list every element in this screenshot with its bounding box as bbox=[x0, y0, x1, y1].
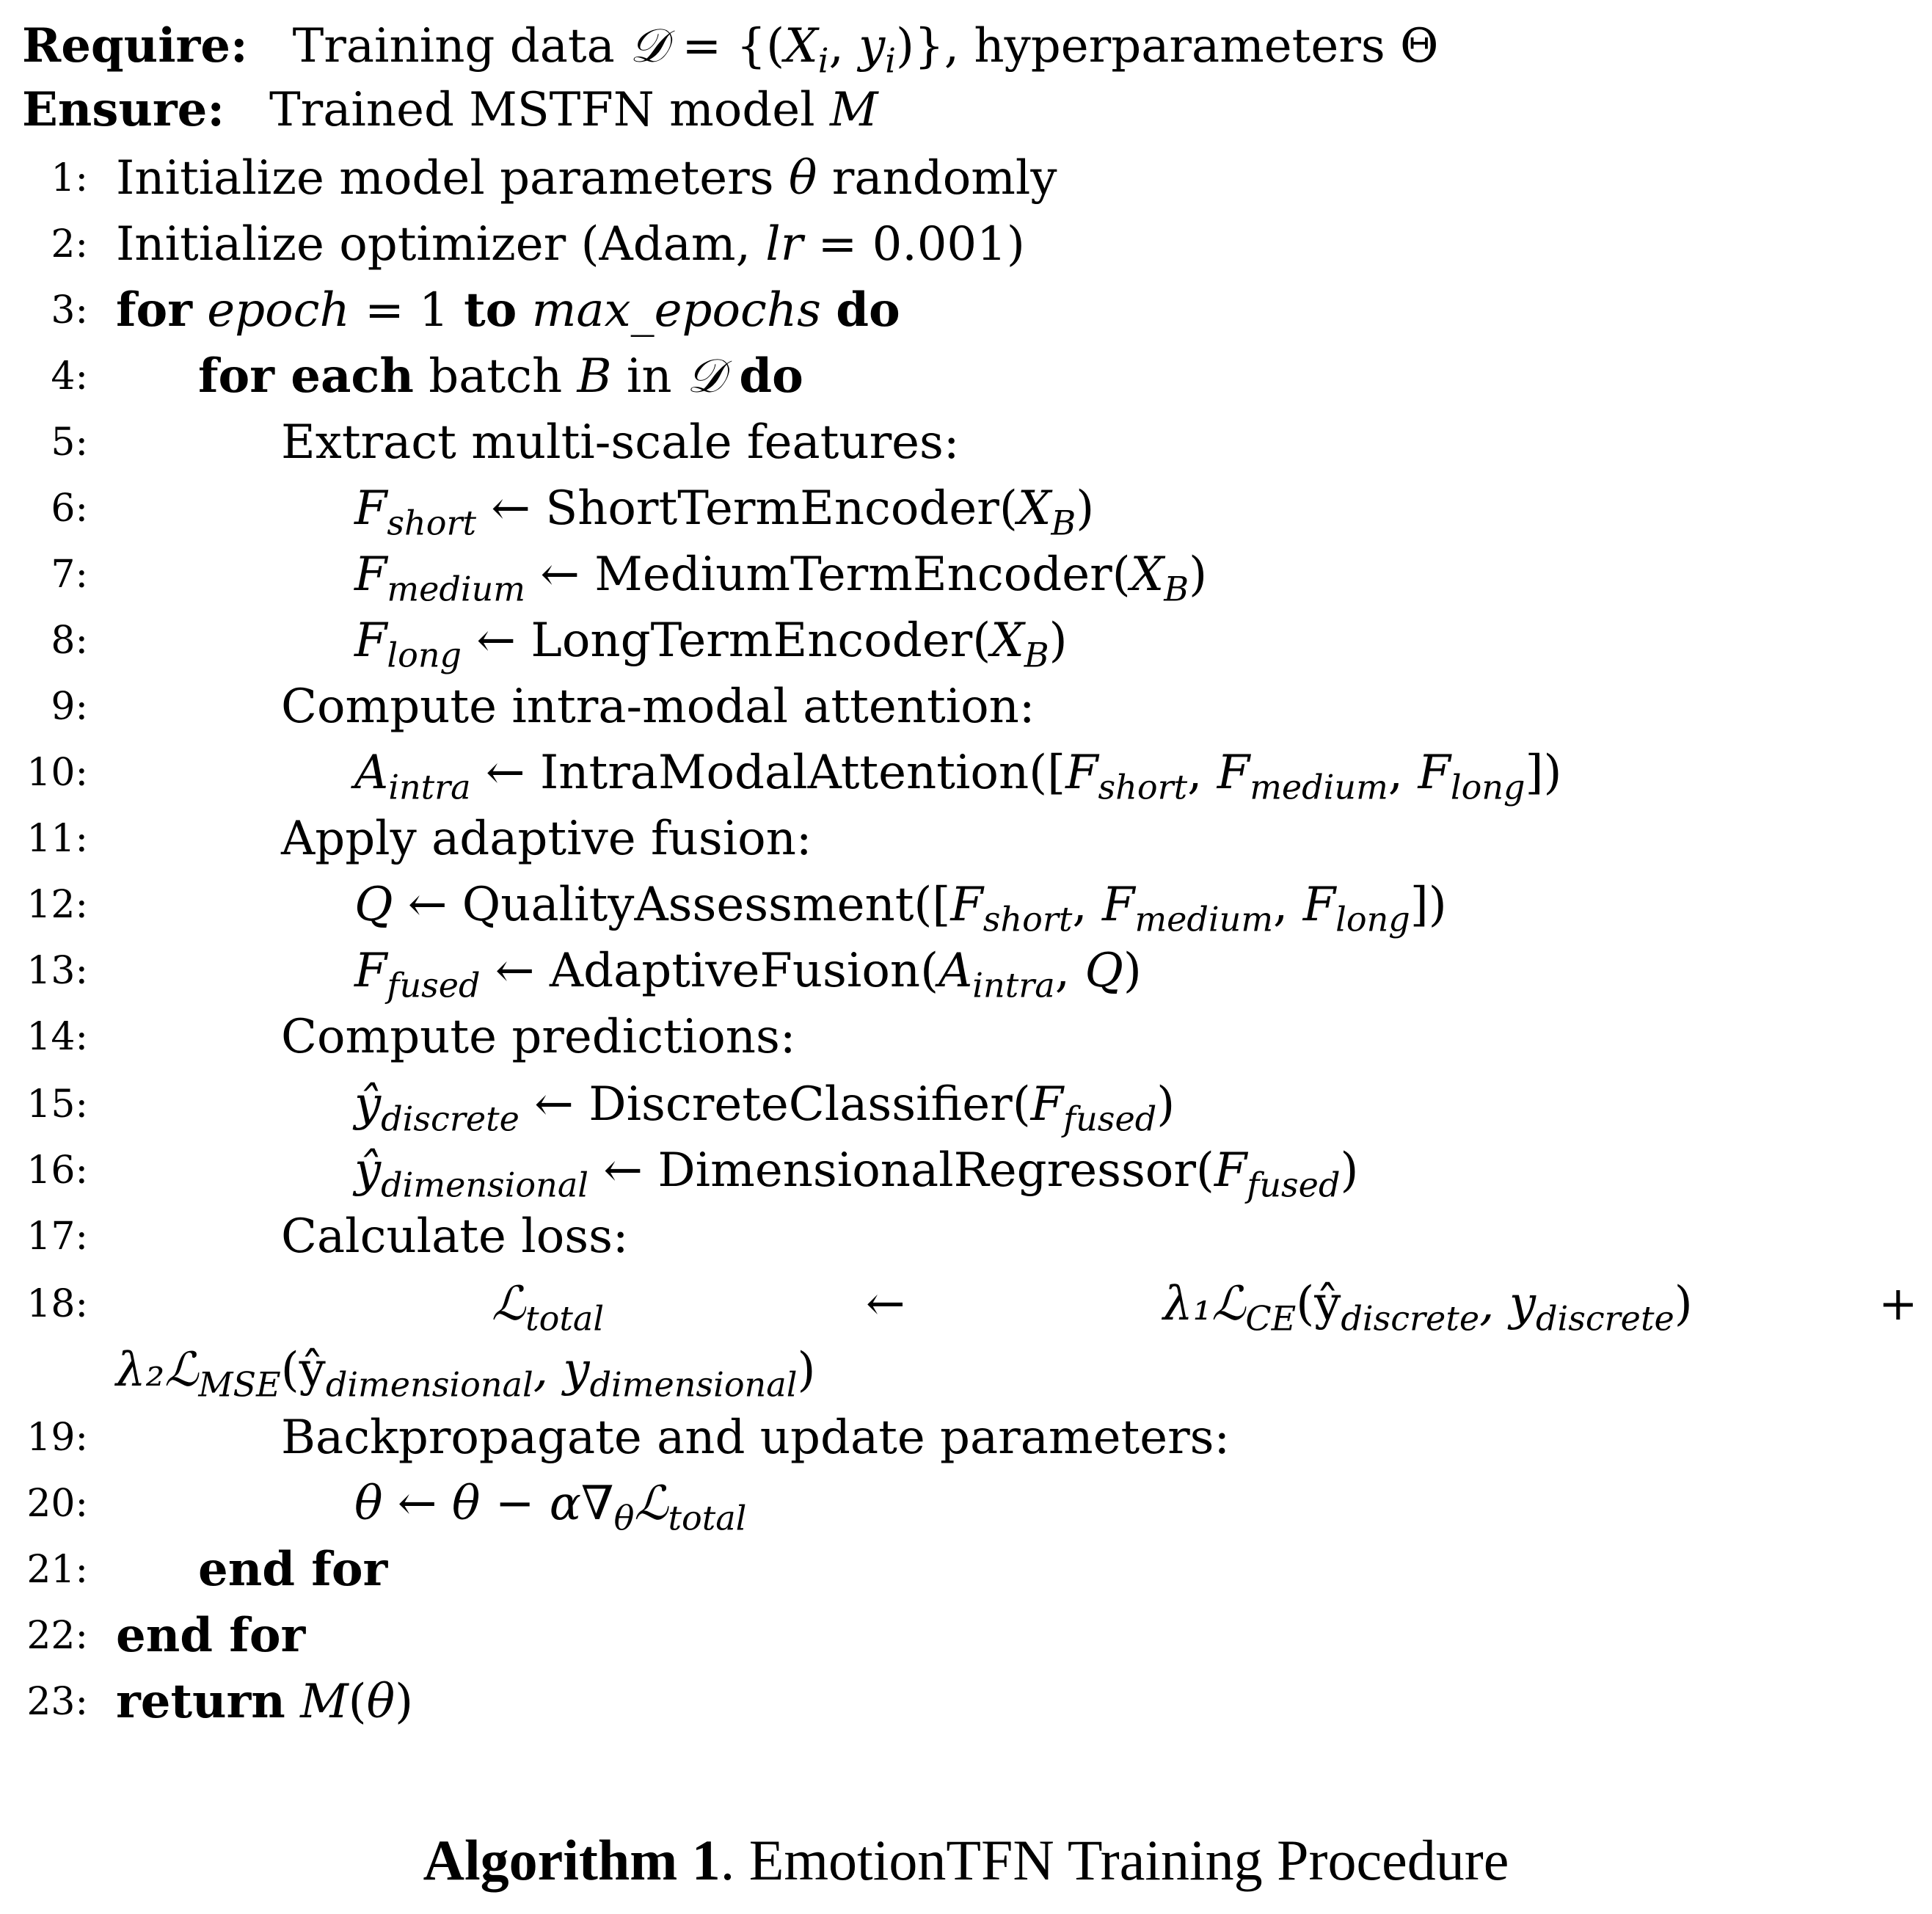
caption-label: Algorithm 1 bbox=[423, 1828, 721, 1892]
loss-ce-term: $\lambda_1ℒ_{CE}(ŷ_{discrete}$, $y_{discrete}$) bbox=[1163, 1277, 1693, 1339]
line-number: 8: bbox=[51, 619, 88, 663]
line-number: 1: bbox=[51, 156, 88, 200]
line-text: $F_{long}$ ← $LongTermEncoder(X_B)$ bbox=[354, 614, 1068, 675]
line-text: Compute predictions: bbox=[281, 1010, 796, 1064]
algo-line-3 bbox=[0, 277, 1932, 343]
algo-line-7 bbox=[0, 542, 1932, 608]
line-text: $F_{medium}$ ← $MediumTermEncoder(X_B)$ bbox=[354, 547, 1208, 609]
algo-line-18-wrap bbox=[0, 1337, 1932, 1403]
algo-line-4 bbox=[0, 343, 1932, 410]
algo-line-15 bbox=[0, 1071, 1932, 1138]
algo-line-10 bbox=[0, 740, 1932, 806]
line-number: 3: bbox=[51, 288, 88, 332]
line-text: $F_{fused}$ ← $AdaptiveFusion(A_{intra}$, Q) bbox=[354, 944, 1142, 1005]
algo-line-18 bbox=[0, 1271, 1932, 1337]
line-number: 21: bbox=[26, 1548, 88, 1592]
algo-line-1 bbox=[0, 145, 1932, 211]
algo-line-8 bbox=[0, 608, 1932, 674]
keyword-do: do bbox=[836, 283, 900, 338]
line-number: 17: bbox=[26, 1215, 88, 1259]
keyword-end-for: end for bbox=[198, 1542, 388, 1597]
line-number: 5: bbox=[51, 421, 88, 465]
line-number: 2: bbox=[51, 222, 88, 266]
line-number: 22: bbox=[26, 1614, 88, 1658]
require-label: Require: bbox=[22, 18, 248, 73]
loss-mse-term: $\lambda_2ℒ_{MSE}(ŷ_{dimensional}$, $y_{dimensional}$) bbox=[116, 1343, 816, 1405]
algo-line-20 bbox=[0, 1471, 1932, 1537]
line-number: 14: bbox=[26, 1015, 88, 1059]
line-number: 16: bbox=[26, 1149, 88, 1193]
algo-line-23 bbox=[0, 1669, 1932, 1735]
line-number: 12: bbox=[26, 883, 88, 927]
assign-arrow: ← bbox=[866, 1277, 905, 1331]
keyword-do: do bbox=[739, 349, 803, 404]
algo-line-14 bbox=[0, 1004, 1932, 1070]
line-number: 13: bbox=[26, 949, 88, 993]
line-text: return M(θ) bbox=[116, 1674, 414, 1729]
algorithm-caption bbox=[0, 1827, 1932, 1893]
algo-line-17 bbox=[0, 1204, 1932, 1270]
algo-line-2 bbox=[0, 211, 1932, 277]
line-text: Initialize optimizer (Adam, lr = 0.001) bbox=[116, 217, 1025, 272]
line-text: $ŷ_{discrete}$ ← $DiscreteClassifier(F_{fused})$ bbox=[354, 1077, 1175, 1139]
keyword-for-each: for each bbox=[198, 349, 414, 404]
line-number: 18: bbox=[26, 1282, 88, 1326]
line-text: Apply adaptive fusion: bbox=[281, 812, 812, 866]
algo-line-6 bbox=[0, 476, 1932, 542]
ensure-line bbox=[0, 77, 1932, 143]
require-line bbox=[0, 13, 1932, 79]
line-number: 7: bbox=[51, 553, 88, 597]
keyword-return: return bbox=[116, 1674, 285, 1729]
line-number: 10: bbox=[26, 751, 88, 795]
line-number: 15: bbox=[26, 1082, 88, 1127]
algo-line-5 bbox=[0, 410, 1932, 476]
line-text: for epoch = 1 to max_epochs do bbox=[116, 283, 900, 338]
line-number: 11: bbox=[26, 817, 88, 861]
line-number: 9: bbox=[51, 685, 88, 729]
keyword-to: to bbox=[464, 283, 517, 338]
plus-sign: + bbox=[1878, 1277, 1918, 1331]
keyword-for: for bbox=[116, 283, 192, 338]
line-text: $ŷ_{dimensional}$ ← $DimensionalRegressor(F_{fused})$ bbox=[354, 1143, 1359, 1205]
algo-line-12 bbox=[0, 872, 1932, 938]
keyword-end-for: end for bbox=[116, 1608, 306, 1663]
algo-line-11 bbox=[0, 806, 1932, 872]
line-text: Compute intra-modal attention: bbox=[281, 680, 1035, 734]
require-text: Training data 𝒟 = {($X_i$, $y_i$)}, hyperparameters Θ bbox=[262, 19, 1439, 81]
line-number: 20: bbox=[26, 1482, 88, 1526]
line-text: θ ← $\theta - \alpha\nabla_\theta ℒ_{total}$ bbox=[354, 1477, 747, 1538]
algo-line-9 bbox=[0, 674, 1932, 740]
line-text: Calculate loss: bbox=[281, 1209, 629, 1264]
line-text: Extract multi-scale features: bbox=[281, 415, 960, 470]
ensure-label: Ensure: bbox=[22, 82, 225, 137]
algo-line-21 bbox=[0, 1537, 1932, 1603]
line-text: Q ← $QualityAssessment([F_{short}$, $F_{medium}$, $F_{long}$]) bbox=[354, 878, 1447, 939]
algo-line-19 bbox=[0, 1405, 1932, 1471]
line-text: $A_{intra}$ ← $IntraModalAttention([F_{short}$, $F_{medium}$, $F_{long}$]) bbox=[354, 746, 1562, 807]
algo-line-22 bbox=[0, 1603, 1932, 1669]
line-text: $F_{short}$ ← $ShortTermEncoder(X_B)$ bbox=[354, 481, 1095, 543]
line-number: 4: bbox=[51, 354, 88, 399]
caption-text: . EmotionTFN Training Procedure bbox=[720, 1828, 1509, 1892]
line-text: Initialize model parameters θ randomly bbox=[116, 151, 1057, 205]
line-text: for each batch B in 𝒟 do bbox=[198, 349, 803, 404]
line-number: 19: bbox=[26, 1416, 88, 1460]
line-text: Backpropagate and update parameters: bbox=[281, 1411, 1231, 1465]
ensure-text: Trained MSTFN model M bbox=[239, 83, 878, 137]
line-number: 23: bbox=[26, 1680, 88, 1724]
algo-line-13 bbox=[0, 938, 1932, 1004]
algo-line-16 bbox=[0, 1138, 1932, 1204]
loss-total-symbol: ℒ$_{total}$ bbox=[492, 1277, 605, 1339]
line-number: 6: bbox=[51, 487, 88, 531]
